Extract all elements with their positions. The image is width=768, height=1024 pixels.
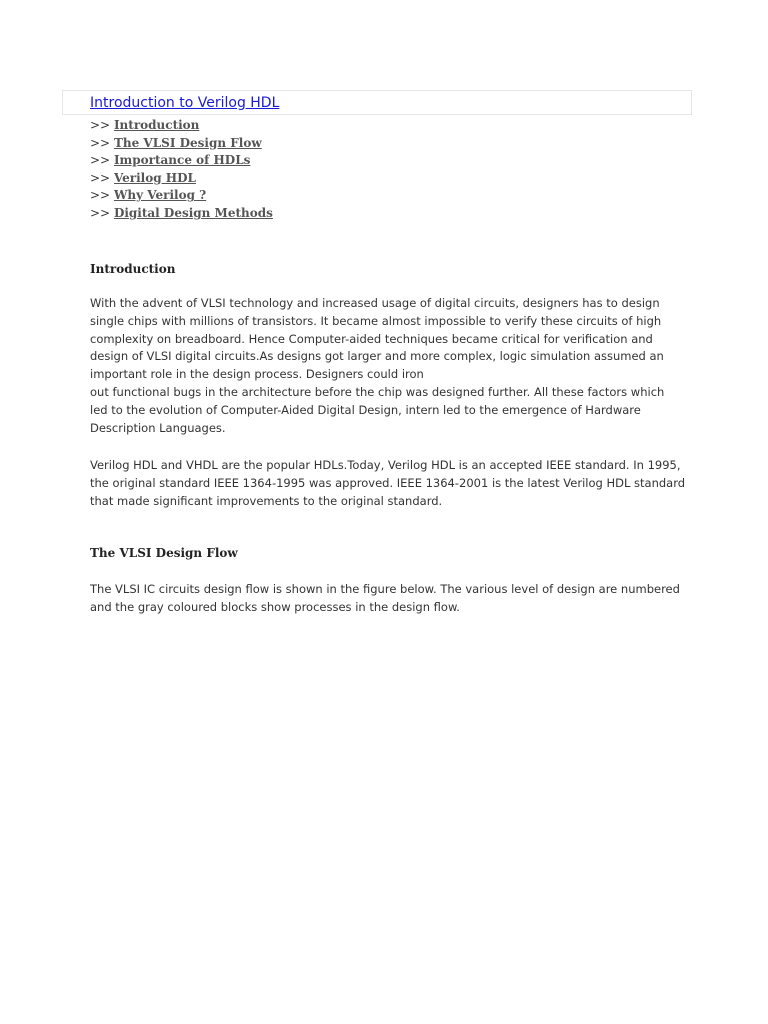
page-title-link[interactable]: Introduction to Verilog HDL xyxy=(90,95,280,111)
toc-prefix: >> xyxy=(90,188,111,203)
text-line: complexity on breadboard. Hence Computer-aided techniques became critical for verification and xyxy=(90,331,653,346)
text-line: out functional bugs in the architecture before the chip was designed further. All these factors which xyxy=(90,384,665,399)
text-line: design of VLSI digital circuits.As designs got larger and more complex, logic simulation assumed an xyxy=(90,349,664,364)
text-line: important role in the design process. Designers could iron xyxy=(90,367,424,382)
text-line: the original standard IEEE 1364-1995 was approved. IEEE 1364-2001 is the latest Verilog HDL standard xyxy=(90,475,686,490)
toc-item xyxy=(90,152,273,170)
toc-link-verilog-hdl[interactable]: Verilog HDL xyxy=(113,170,196,185)
text-line: that made significant improvements to the original standard. xyxy=(90,493,443,508)
toc-item xyxy=(90,205,273,223)
intro-paragraph-2 xyxy=(90,457,690,510)
text-line: single chips with millions of transistors. It became almost impossible to verify these circuits of high xyxy=(90,313,662,328)
toc-link-why-verilog[interactable]: Why Verilog ? xyxy=(113,188,207,203)
toc-prefix: >> xyxy=(90,118,111,132)
toc-prefix: >> xyxy=(90,205,111,220)
toc-item xyxy=(90,117,273,135)
toc-item xyxy=(90,187,273,205)
toc-prefix: >> xyxy=(90,153,111,168)
toc-item xyxy=(90,135,273,153)
intro-paragraph-1 xyxy=(90,295,690,437)
section-heading-vlsi-design-flow: The VLSI Design Flow xyxy=(90,546,238,560)
toc-link-digital-design-methods[interactable]: Digital Design Methods xyxy=(113,205,273,220)
toc-link-importance-of-hdls[interactable]: Importance of HDLs xyxy=(113,153,251,168)
toc-prefix: >> xyxy=(90,170,111,185)
text-line: The VLSI IC circuits design flow is shown in the figure below. The various level of design are numbered xyxy=(90,582,680,596)
text-line: Verilog HDL and VHDL are the popular HDLs.Today, Verilog HDL is an accepted IEEE standard. In 1995, xyxy=(90,458,681,472)
text-line: With the advent of VLSI technology and increased usage of digital circuits, designers has to design xyxy=(90,296,660,310)
text-line: Description Languages. xyxy=(90,420,226,435)
title-bar xyxy=(62,90,692,115)
toc-prefix: >> xyxy=(90,135,111,150)
section-heading-introduction: Introduction xyxy=(90,262,176,276)
text-line: led to the evolution of Computer-Aided Digital Design, intern led to the emergence of Hardware xyxy=(90,402,641,417)
toc-link-introduction[interactable]: Introduction xyxy=(113,118,200,132)
table-of-contents xyxy=(90,117,273,223)
vlsi-paragraph-1 xyxy=(90,581,690,617)
text-line: and the gray coloured blocks show processes in the design flow. xyxy=(90,599,460,614)
toc-item xyxy=(90,170,273,188)
toc-link-vlsi-design-flow[interactable]: The VLSI Design Flow xyxy=(113,135,262,150)
